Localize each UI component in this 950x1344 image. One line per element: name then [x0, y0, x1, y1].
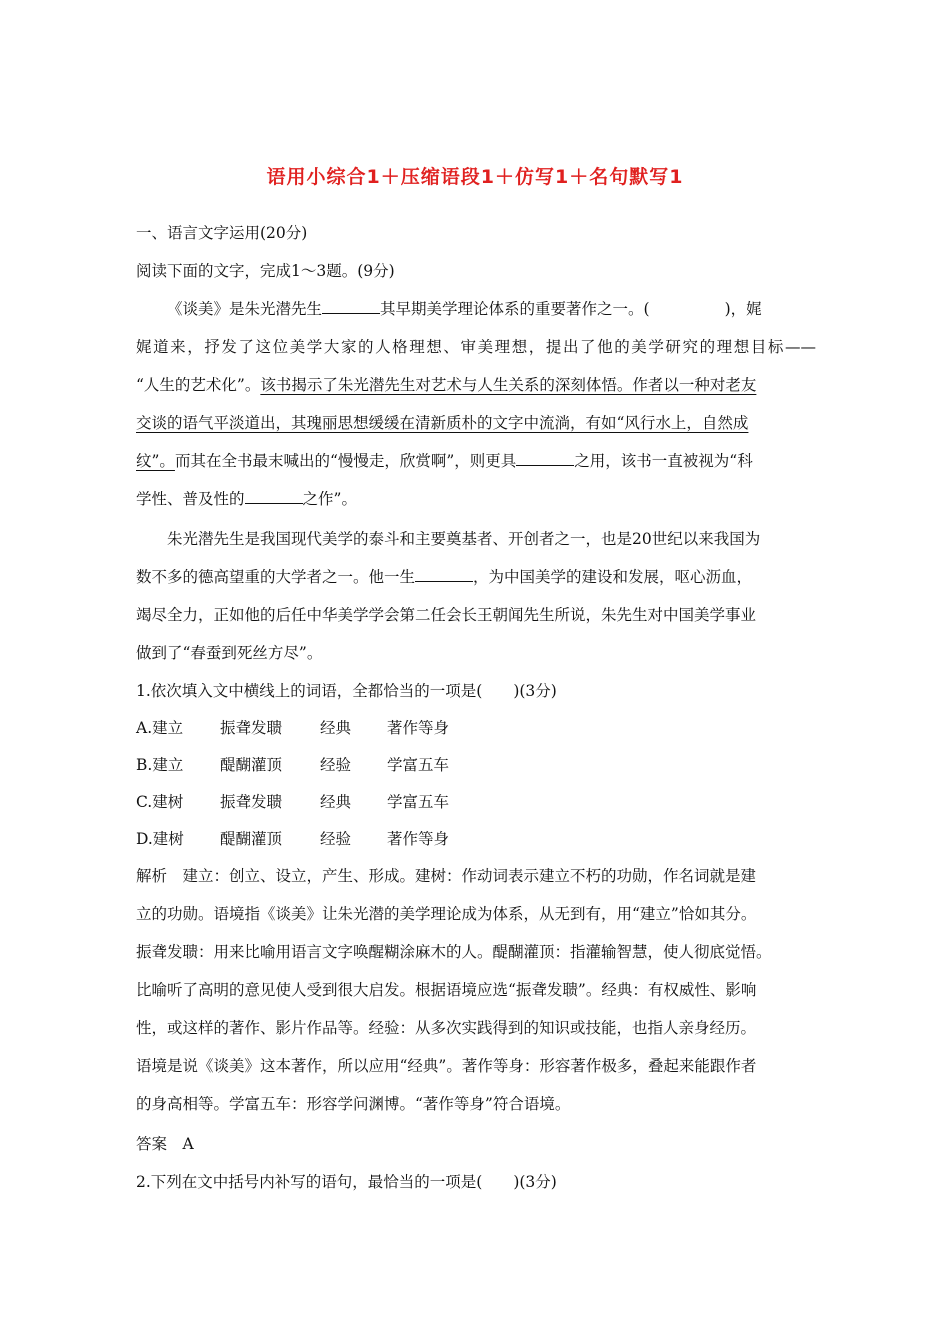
passage-text: 《谈美》是朱光潜先生	[167, 300, 323, 318]
passage-text: 数不多的德高望重的大学者之一。他一生	[136, 568, 416, 586]
option-word: 醍醐灌顶	[220, 756, 283, 774]
analysis-line: 的身高相等。学富五车：形容学问渊博。“著作等身”符合语境。	[136, 1095, 571, 1113]
analysis-line: 立的功勋。语境指《谈美》让朱光潜的美学理论成为体系，从无到有，用“建立”恰如其分。	[136, 905, 757, 923]
option-label: B.建立	[136, 756, 184, 774]
option-word: 经典	[320, 719, 352, 737]
passage-text: ，为中国美学的建设和发展，呕心沥血，	[473, 568, 753, 586]
passage2-line3: 竭尽全力，正如他的后任中华美学学会第二任会长王朝闻先生所说，朱先生对中国美学事业	[136, 606, 757, 624]
option-word: 经典	[320, 793, 352, 811]
page-title: 语用小综合1＋压缩语段1＋仿写1＋名句默写1	[266, 166, 684, 188]
option-word: 学富五车	[387, 793, 450, 811]
option-word: 学富五车	[387, 756, 450, 774]
fill-blank-2	[516, 451, 574, 466]
passage1-line3	[136, 375, 816, 395]
option-label: A.建立	[136, 719, 184, 737]
reading-instruction: 阅读下面的文字，完成1～3题。(9分)	[136, 262, 395, 280]
passage-text: 之用，该书一直被视为“科	[574, 452, 753, 470]
option-word: 醍醐灌顶	[220, 830, 283, 848]
passage1-line5	[136, 451, 816, 471]
passage2-line4: 做到了“春蚕到死丝方尽”。	[136, 644, 323, 662]
option-label: D.建树	[136, 830, 184, 848]
option-word: 著作等身	[387, 830, 450, 848]
passage-text: 学性、普及性的	[136, 490, 245, 508]
fill-blank-1	[322, 299, 380, 314]
option-b	[136, 755, 816, 775]
question-1-stem: 1.依次填入文中横线上的词语，全都恰当的一项是( )(3分)	[136, 682, 557, 700]
underlined-sentence: 该书揭示了朱光潜先生对艺术与人生关系的深刻体悟。作者以一种对老友	[260, 376, 757, 394]
option-label: C.建树	[136, 793, 184, 811]
option-d	[136, 829, 816, 849]
passage1-line2: 娓道来，抒发了这位美学大家的人格理想、审美理想，提出了他的美学研究的理想目标——	[136, 338, 816, 356]
analysis-line: 比喻听了高明的意见使人受到很大启发。根据语境应选“振聋发聩”。经典：有权威性、影响	[136, 981, 757, 999]
option-word: 振聋发聩	[220, 793, 283, 811]
passage1-line1	[136, 299, 816, 319]
analysis-line: 语境是说《谈美》这本著作，所以应用“经典”。著作等身：形容著作极多，叠起来能跟作者	[136, 1057, 757, 1075]
option-word: 振聋发聩	[220, 719, 283, 737]
passage1-line6	[136, 489, 816, 509]
fill-blank-3	[245, 489, 303, 504]
section-heading: 一、语言文字运用(20分)	[136, 224, 308, 242]
passage-text: )，娓	[724, 300, 762, 318]
passage-text: 之作”。	[302, 490, 357, 508]
underlined-sentence: 纹”。	[136, 452, 175, 470]
analysis-line: 振聋发聩：用来比喻用语言文字唤醒糊涂麻木的人。醍醐灌顶：指灌输智慧，使人彻底觉悟。	[136, 943, 772, 961]
passage-text: 而其在全书最末喊出的“慢慢走，欣赏啊”，则更具	[174, 452, 517, 470]
passage2-line1: 朱光潜先生是我国现代美学的泰斗和主要奠基者、开创者之一，也是20世纪以来我国为	[167, 530, 761, 548]
analysis-line: 解析 建立：创立、设立，产生、形成。建树：作动词表示建立不朽的功勋，作名词就是建	[136, 867, 757, 885]
option-a	[136, 718, 816, 738]
option-word: 经验	[320, 830, 352, 848]
analysis-line: 性，或这样的著作、影片作品等。经验：从多次实践得到的知识或技能，也指人亲身经历。	[136, 1019, 757, 1037]
answer: 答案 A	[136, 1135, 194, 1153]
option-word: 经验	[320, 756, 352, 774]
fill-blank-4	[415, 567, 473, 582]
passage-text: 其早期美学理论体系的重要著作之一。(	[380, 300, 650, 318]
passage2-line2	[136, 567, 816, 587]
question-2-stem: 2.下列在文中括号内补写的语句，最恰当的一项是( )(3分)	[136, 1173, 557, 1191]
option-word: 著作等身	[387, 719, 450, 737]
passage-text: “人生的艺术化”。	[136, 376, 261, 394]
option-c	[136, 792, 816, 812]
passage1-line4: 交谈的语气平淡道出，其瑰丽思想缓缓在清新质朴的文字中流淌，有如“风行水上，自然成	[136, 414, 749, 432]
